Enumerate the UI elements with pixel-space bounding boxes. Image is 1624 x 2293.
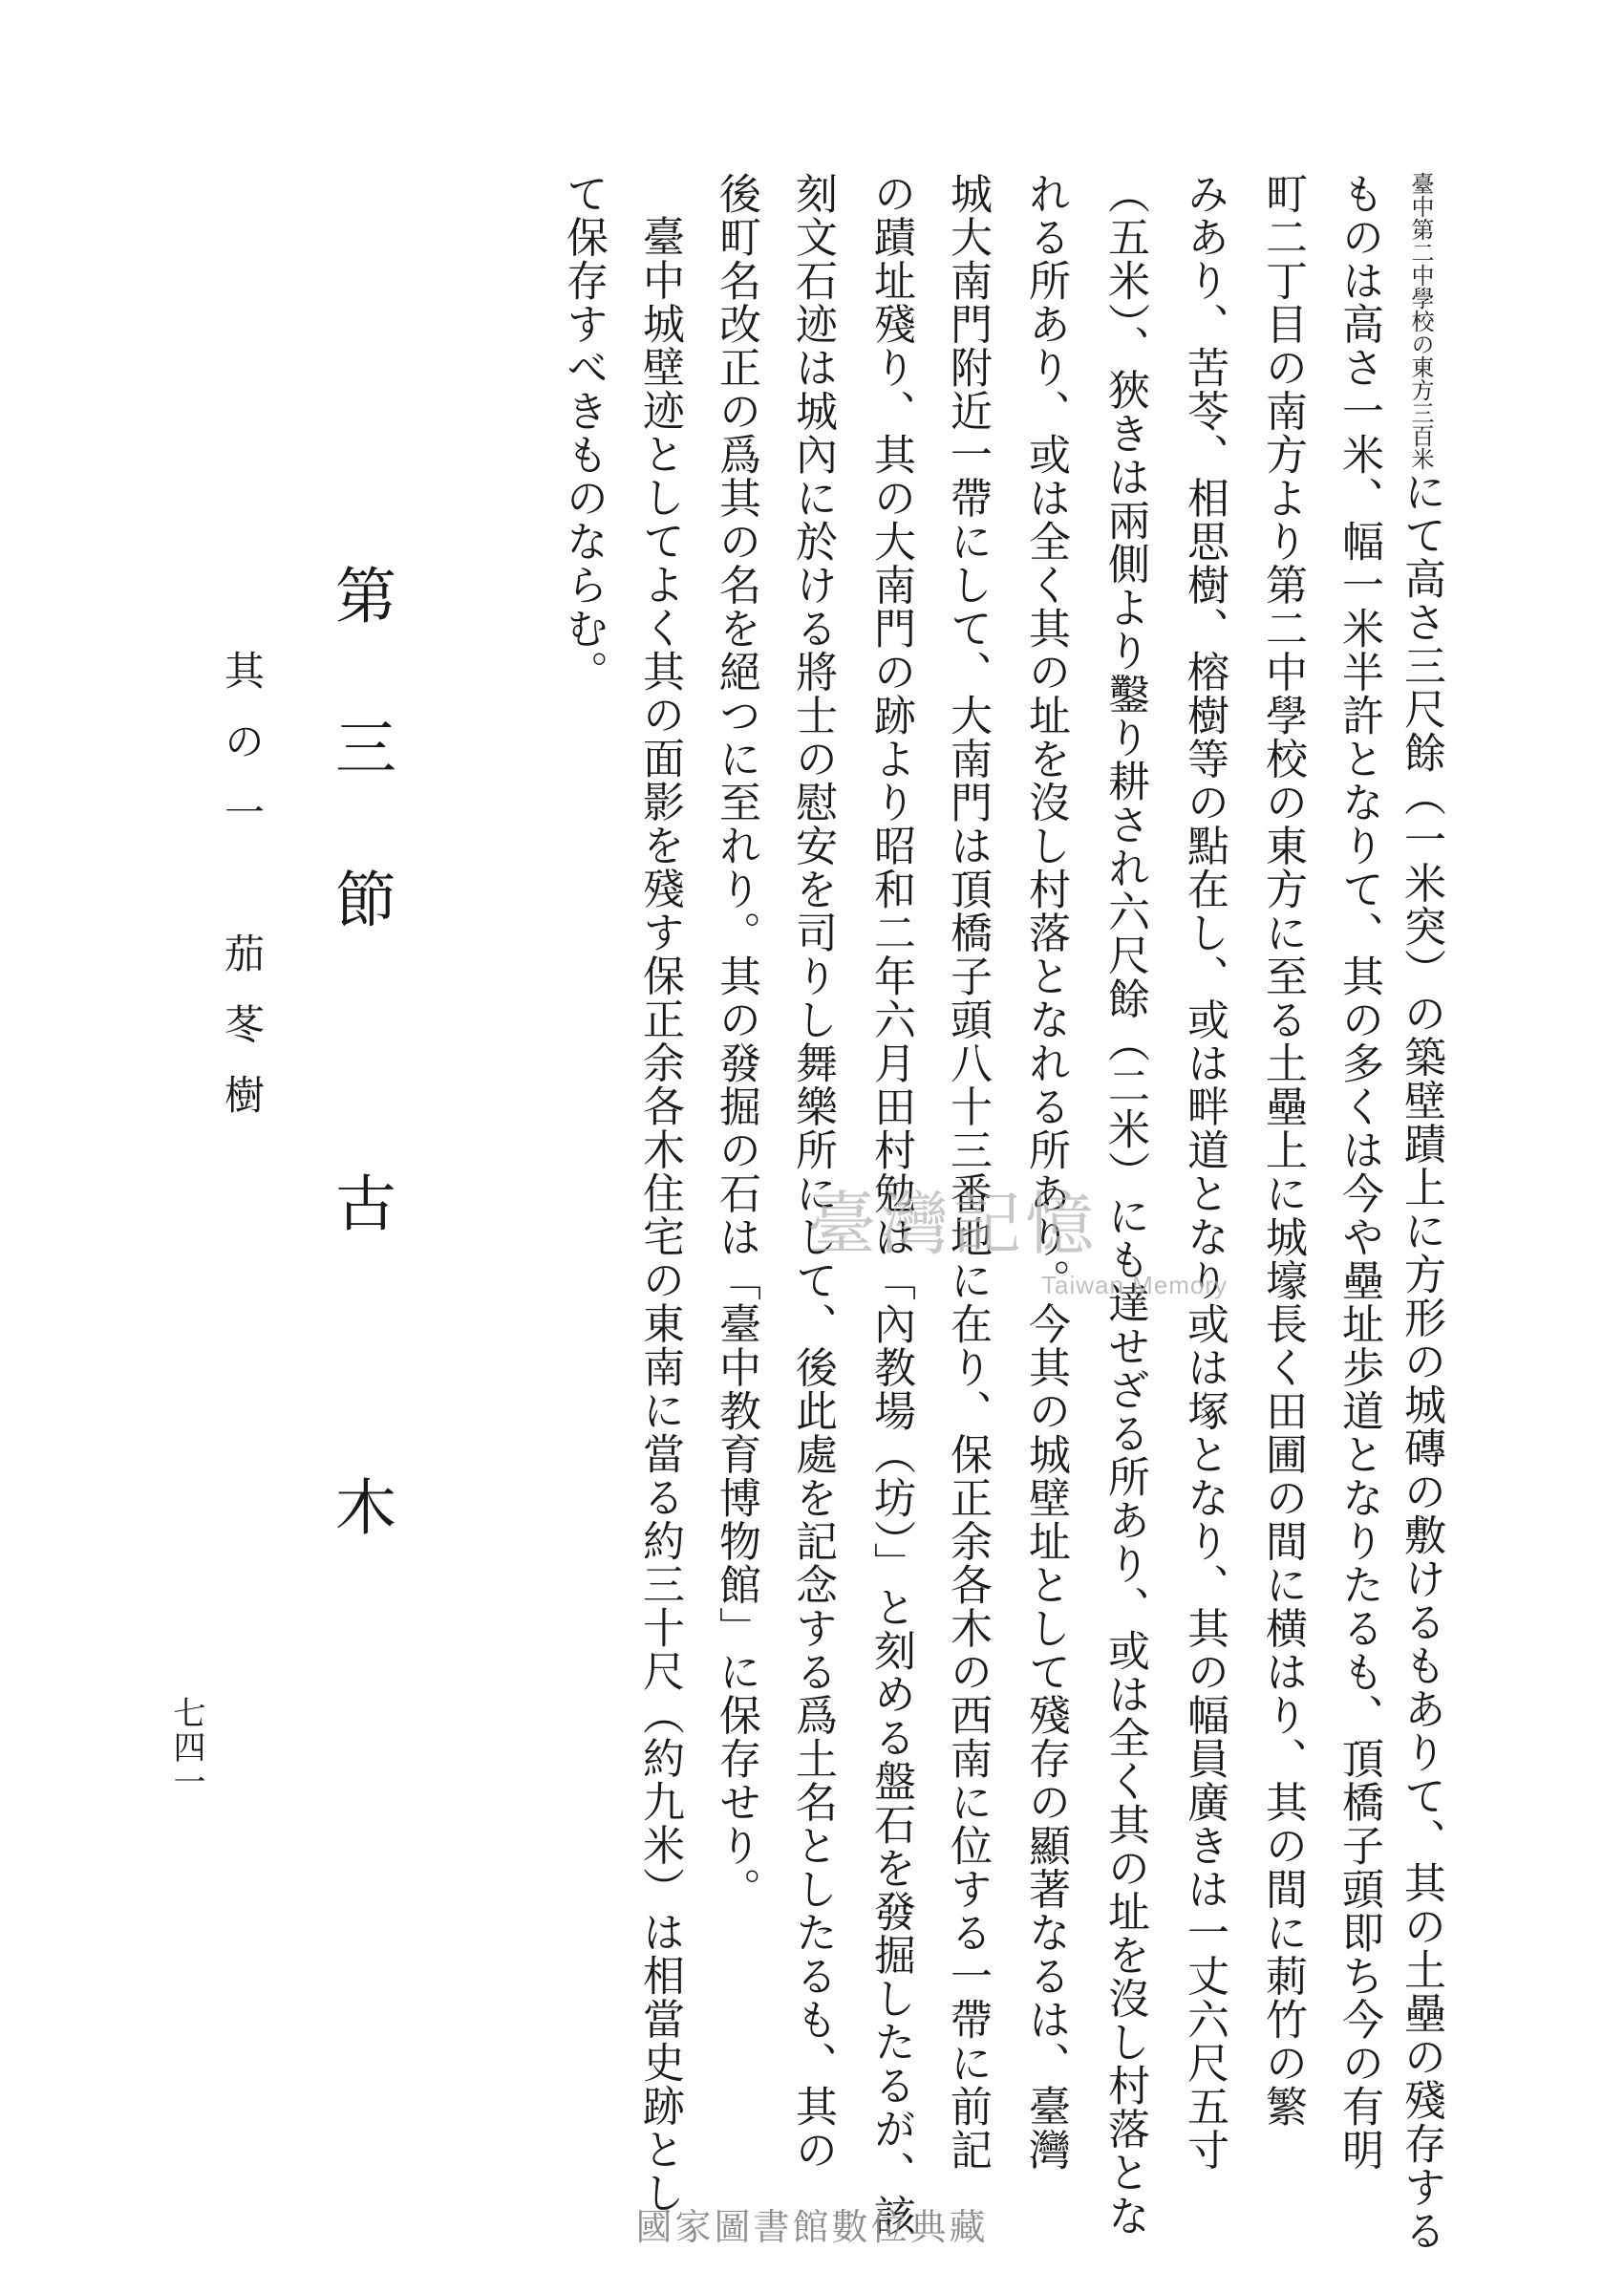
text-line-2: ものは高さ一米、幅一米半許となりて、其の多くは今や壘址歩道となりたるも、頂橋子頭即ち今の有明 (1335, 172, 1383, 2172)
text-line-9: 刻文石迹は城內に於ける將士の慰安を司りし舞樂所にして、後此處を記念する爲土名としたるも、其の (788, 172, 837, 2172)
text-line-12: て保存すべきものならむ。 (559, 172, 608, 694)
library-footer: 國家圖書館數位典藏 (635, 2206, 989, 2248)
page-number: 七四一 (167, 1696, 205, 1799)
watermark-english: Taiwan Memory (1041, 1271, 1229, 1299)
text-line-1 (1397, 172, 1445, 2253)
text-line-10: 後町名改正の爲其の名を絕つに至れり。其の發掘の石は「臺中教育博物館」に保存せり。 (712, 172, 760, 1911)
sub-heading: 其の一 茄苳樹 (219, 650, 266, 1145)
inline-annotation: 臺中第二中學校の東方三百米 (1407, 172, 1434, 470)
section-heading: 第三節 古 木 (325, 564, 395, 1627)
text-line-7: 城大南門附近一帶にして、大南門は頂橋子頭八十三番地に在り、保正余各木の西南に位する一帶に前記 (943, 172, 992, 2172)
text-line-5: （五米）、狹きは兩側より鑿り耕され六尺餘（二米）にも達せざる所あり、或は全く其の址を沒し村落とな (1100, 172, 1149, 2238)
text-line-11: 臺中城壁迹としてよく其の面影を殘す保正余各木住宅の東南に當る約三十尺（約九米）は相當史跡とし (635, 215, 684, 2215)
text-line-3: 町二丁目の南方より第二中學校の東方に至る土壘上に城壕長く田圃の間に横はり、其の間に莿竹の繁 (1258, 172, 1307, 2129)
text-line-8: の蹟址殘り、其の大南門の跡より昭和二年六月田村勉は「內教場（坊）」と刻める盤石を發掘したるが、該 (866, 172, 915, 2238)
text-line-1-body: にて高さ三尺餘（一米突）の築壁蹟上に方形の城磚の敷けるもありて、其の土壘の殘存する (1397, 470, 1445, 2253)
watermark-logo: 臺灣記憶 (807, 1184, 1099, 1264)
text-line-6: れる所あり、或は全く其の址を沒し村落となれる所あり。今其の城壁址として殘存の顯著なるは、臺灣 (1021, 172, 1070, 2172)
text-line-4: みあり、苦苓、相思樹、榕樹等の點在し、或は畔道となり或は塚となり、其の幅員廣きは一丈六尺五寸 (1180, 172, 1229, 2172)
